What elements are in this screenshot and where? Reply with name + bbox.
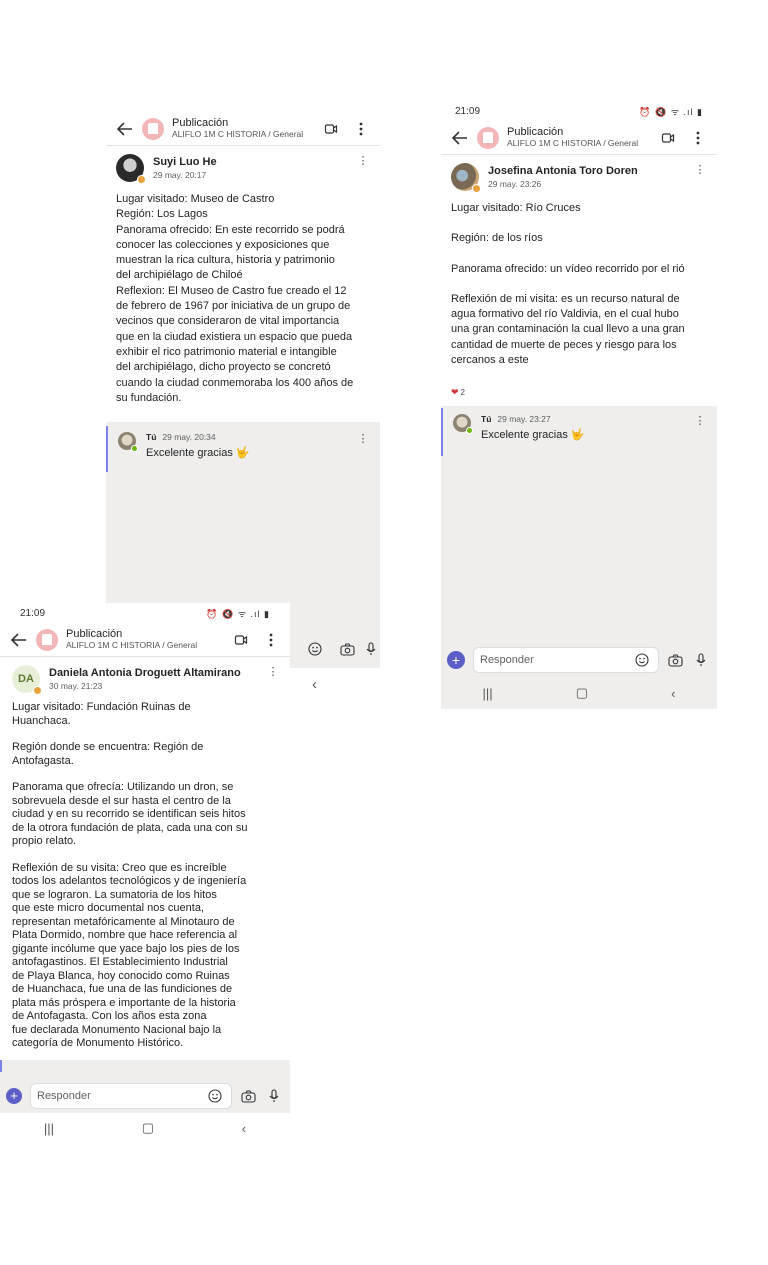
presence-away-icon — [33, 686, 42, 695]
header-title: Publicación — [172, 117, 229, 130]
avatar-initials: DA — [18, 673, 34, 685]
post-paragraph: Lugar visitado: Río Cruces — [451, 202, 581, 214]
header-subtitle: ALIFLO 1M C HISTORIA / General — [507, 137, 639, 148]
nav-back-icon[interactable]: ‹ — [312, 676, 317, 693]
panel1-composer-remnant — [290, 632, 380, 668]
post-body — [116, 192, 370, 406]
post — [0, 657, 290, 1057]
avatar[interactable] — [451, 163, 479, 191]
reply-date: 29 may. 23:27 — [497, 414, 551, 424]
composer — [441, 642, 717, 678]
avatar — [453, 414, 471, 432]
nav-back-icon[interactable]: ‹ — [671, 685, 676, 701]
reply-more-icon[interactable]: ⋮ — [694, 415, 706, 427]
nav-home-icon[interactable]: ▢ — [141, 1120, 155, 1135]
panel-post-suyi — [106, 112, 380, 632]
reply-indicator-bar — [0, 1060, 2, 1072]
post-paragraph: Panorama que ofrecía: Utilizando un dron, se sobrevuela desde el sur hasta el centro de la ciudad y en su recorrido se identifican seis hitos de la otrora fundación de plata, cada una con su propio relato. — [12, 781, 248, 847]
post-header — [0, 623, 290, 657]
author-name: Josefina Antonia Toro Doren — [488, 165, 638, 178]
reply-author: Tú — [146, 432, 157, 442]
camera-icon[interactable] — [665, 650, 685, 670]
emoji-icon[interactable] — [205, 1086, 225, 1106]
post-date: 30 may. 21:23 — [49, 680, 103, 691]
header-subtitle: ALIFLO 1M C HISTORIA / General — [66, 639, 198, 650]
presence-available-icon — [466, 427, 473, 434]
status-bar — [441, 101, 717, 121]
reply-input[interactable] — [37, 1090, 205, 1102]
back-arrow-icon[interactable] — [8, 629, 30, 651]
meet-icon[interactable] — [230, 629, 252, 651]
microphone-icon[interactable] — [264, 1086, 284, 1106]
post-line: Región: Los Lagos — [116, 208, 208, 221]
author-name: Daniela Antonia Droguett Altamirano — [49, 667, 241, 680]
status-bar — [0, 603, 290, 623]
status-icons: ⏰ 🔇 ᯤ .ıl ▮ — [206, 608, 270, 619]
composer — [0, 1078, 290, 1113]
reply-text: Excelente gracias 🤟 — [481, 429, 585, 441]
post-date: 29 may. 20:17 — [153, 169, 207, 180]
microphone-icon[interactable] — [691, 650, 711, 670]
post-more-icon[interactable]: ⋮ — [267, 666, 279, 678]
add-plus-icon[interactable]: + — [6, 1088, 22, 1104]
nav-back-icon[interactable]: ‹ — [241, 1120, 247, 1136]
more-options-icon[interactable] — [260, 629, 282, 651]
status-time: 21:09 — [20, 607, 46, 619]
post-paragraph: Reflexión de mi visita: es un recurso natural de agua formativo del río Valdivia, en el cual hubo una gran contaminación la cual llevo a una gran cantidad de muerte de peces y riesgo para los cercanos a este — [451, 292, 685, 367]
heart-icon: ❤ — [451, 386, 459, 397]
post-body — [451, 201, 707, 368]
replies-area — [441, 406, 717, 709]
post-paragraph: Región: de los ríos — [451, 232, 543, 245]
panel-post-josefina — [441, 101, 717, 709]
post — [441, 155, 717, 374]
more-options-icon[interactable] — [350, 118, 372, 140]
header-subtitle: ALIFLO 1M C HISTORIA / General — [172, 128, 304, 139]
back-arrow-icon[interactable] — [114, 118, 136, 140]
post-line: Panorama ofrecido: En este recorrido se podrá conocer las colecciones y exposiciones que muestran la rica cultura, historia y patrimonio del archipiélago de Chiloé — [116, 223, 345, 282]
nav-recents-icon[interactable]: ||| — [482, 685, 493, 701]
post-more-icon[interactable]: ⋮ — [694, 164, 706, 176]
author-name: Suyi Luo He — [153, 156, 217, 169]
avatar[interactable] — [12, 665, 40, 693]
microphone-icon[interactable] — [362, 639, 380, 659]
nav-recents-icon[interactable]: ||| — [43, 1120, 54, 1136]
camera-icon[interactable] — [238, 1086, 258, 1106]
meet-icon[interactable] — [657, 127, 679, 149]
replies-area — [106, 422, 380, 632]
reply-input-box[interactable] — [473, 647, 659, 673]
android-nav-bar — [0, 1113, 290, 1143]
post-header — [441, 121, 717, 155]
reply-text: Excelente gracias 🤟 — [146, 447, 250, 459]
camera-icon[interactable] — [338, 639, 356, 659]
post-paragraph: Región donde se encuentra: Región de Antofagasta. — [12, 741, 204, 767]
add-plus-icon[interactable]: + — [447, 651, 465, 669]
post-paragraph: Panorama ofrecido: un vídeo recorrido por el rió — [451, 262, 685, 275]
meet-icon[interactable] — [320, 118, 342, 140]
post-date: 29 may. 23:26 — [488, 178, 542, 189]
more-options-icon[interactable] — [687, 127, 709, 149]
presence-away-icon — [472, 184, 481, 193]
reactions[interactable] — [441, 386, 717, 398]
replies-area — [0, 1060, 290, 1113]
channel-icon — [36, 629, 58, 651]
reply-more-icon[interactable]: ⋮ — [357, 433, 369, 445]
emoji-icon[interactable] — [632, 650, 652, 670]
post-paragraph: Reflexión de su visita: Creo que es increíble todos los adelantos tecnológicos y de ingeniería que se lograron. La sumatoria de los hitos que este micro documental nos cuenta, representan metafóricamente al Minotauro de Plata Dormido, nombre que hace referencia al gigante incólume que yace bajo los pies de los antofagastinos. El Establecimiento Industrial de Playa Blanca, hoy conocido como Ruinas de Huanchaca, fue una de las fundiciones de plata más próspera e importante de la historia de Antofagasta. Con los años esta zona fue declarada Monumento Nacional bajo la categoría de Monumento Histórico. — [12, 861, 247, 1049]
back-arrow-icon[interactable] — [449, 127, 471, 149]
avatar[interactable] — [116, 154, 144, 182]
reply-date: 29 may. 20:34 — [162, 432, 216, 442]
reply[interactable] — [441, 408, 717, 456]
avatar — [118, 432, 136, 450]
reply-author: Tú — [481, 414, 492, 424]
panel-post-daniela — [0, 603, 290, 1113]
header-title: Publicación — [507, 126, 564, 139]
post-header — [106, 112, 380, 146]
post-line: Reflexion: El Museo de Castro fue creado el 12 de febrero de 1967 por iniciativa de un grupo de vecinos que consideraron de vital importancia que en la ciudad existiera un espacio que pueda exhibir el rico patrimonio material e intangible del archipiélago, dicho proyecto se concretó cuando la ciudad conmemoraba los 400 años de su fundación. — [116, 284, 354, 404]
presence-available-icon — [131, 445, 138, 452]
status-time: 21:09 — [455, 105, 481, 117]
channel-icon — [477, 127, 499, 149]
emoji-icon[interactable] — [306, 639, 324, 659]
reply-input[interactable] — [480, 654, 632, 666]
reaction-count: 2 — [460, 387, 465, 397]
presence-away-icon — [137, 175, 146, 184]
header-title: Publicación — [66, 628, 123, 641]
post-body — [12, 701, 280, 1051]
android-nav-bar — [441, 678, 717, 708]
post — [106, 146, 380, 412]
post-line: Lugar visitado: Museo de Castro — [116, 193, 275, 205]
reply-input-box[interactable] — [30, 1083, 232, 1109]
nav-home-icon[interactable]: ▢ — [575, 685, 589, 700]
post-more-icon[interactable]: ⋮ — [357, 155, 369, 167]
channel-icon — [142, 118, 164, 140]
post-paragraph: Lugar visitado: Fundación Ruinas de Huanchaca. — [12, 701, 191, 727]
status-icons: ⏰ 🔇 ᯤ .ıl ▮ — [639, 106, 703, 117]
reply[interactable] — [106, 426, 380, 472]
